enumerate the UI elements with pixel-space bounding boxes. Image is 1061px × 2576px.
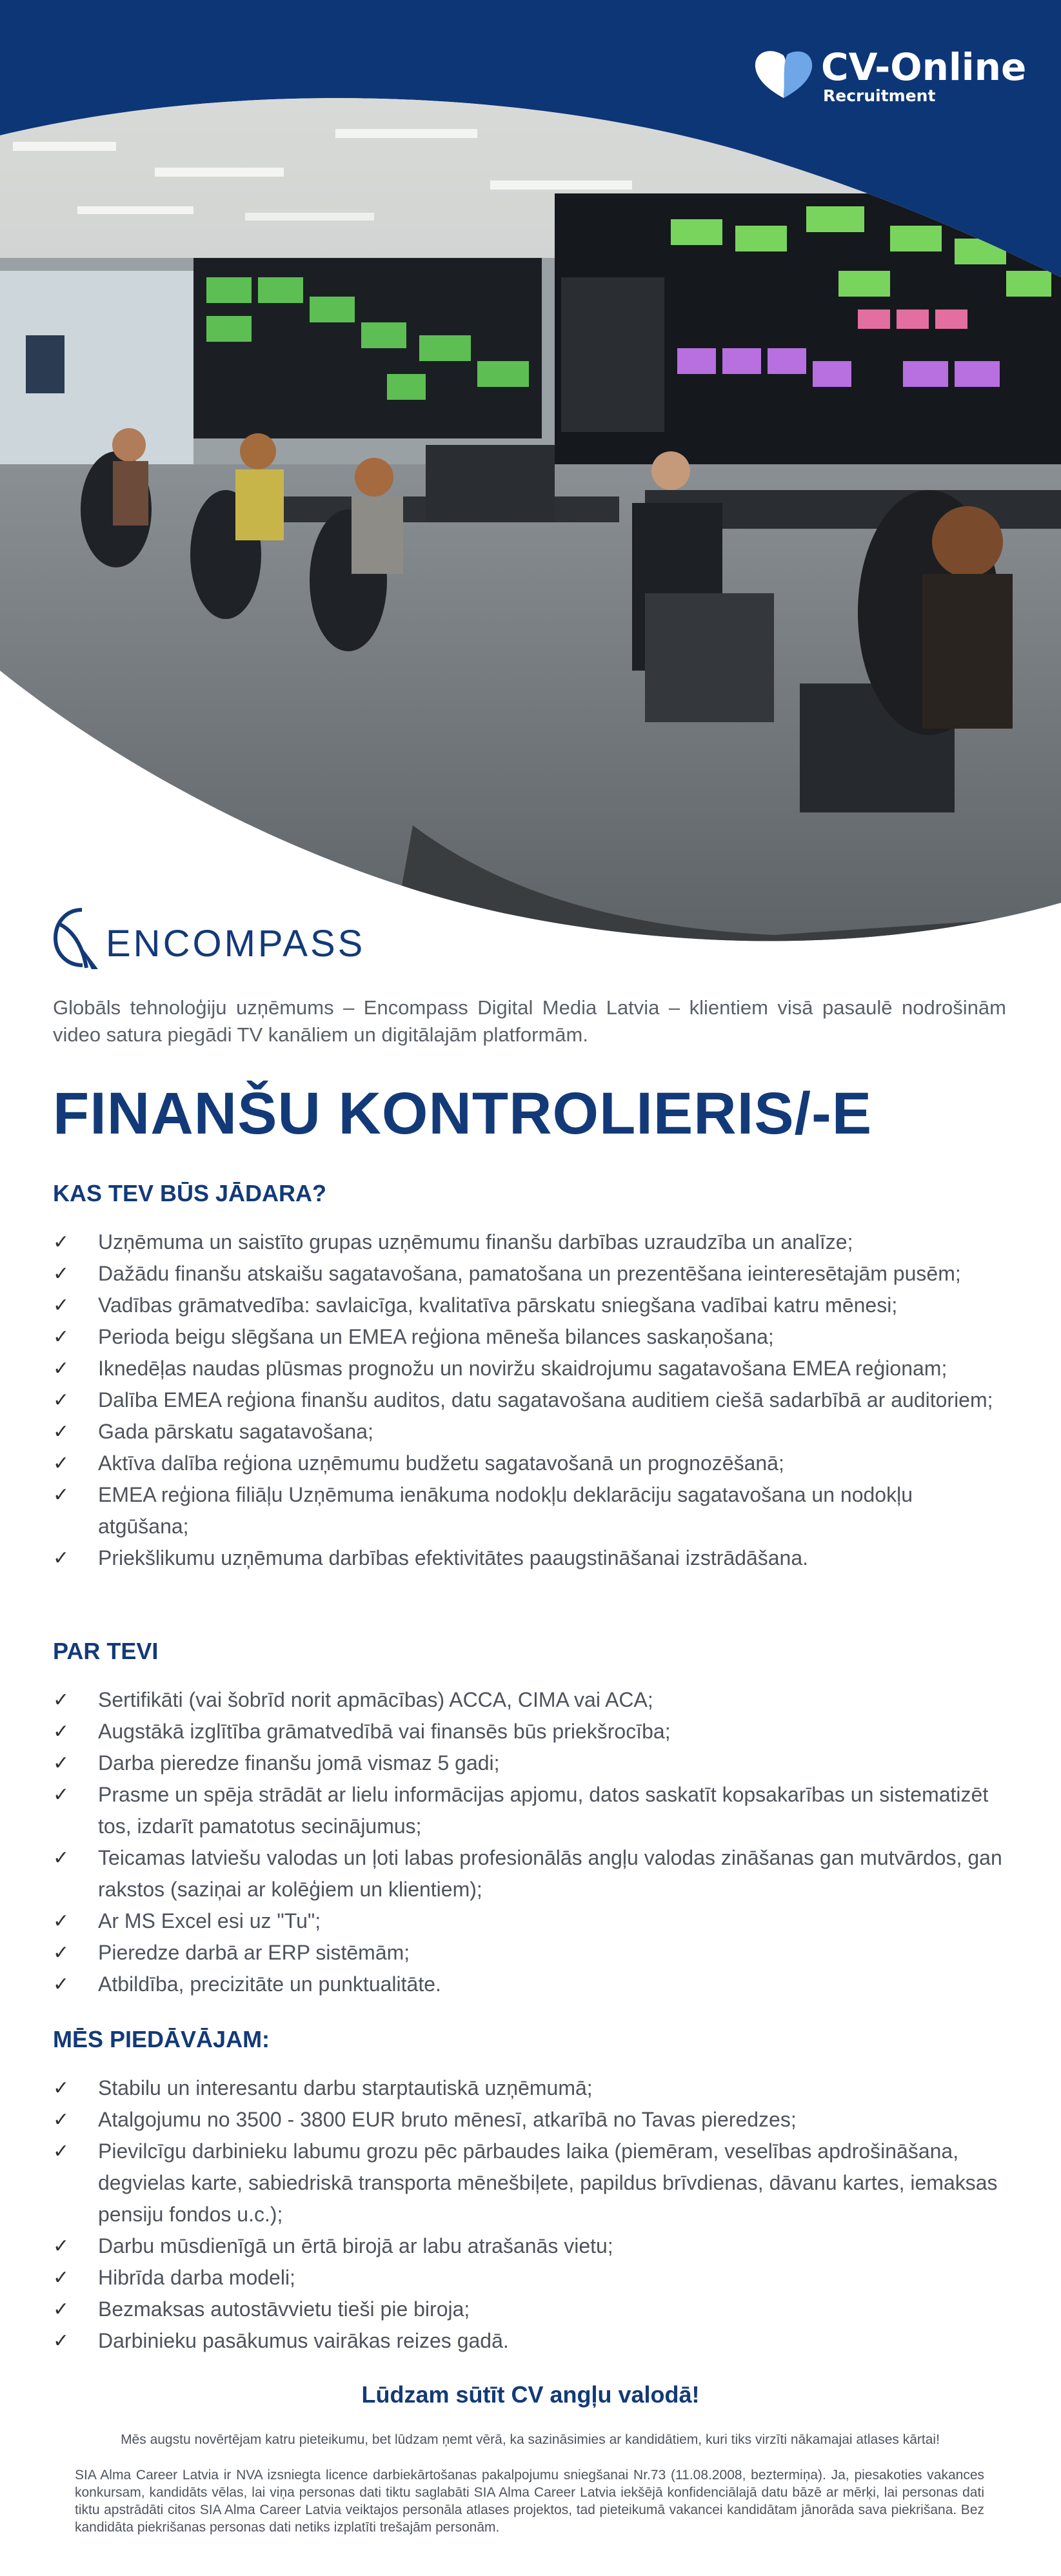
duties-list: [53, 1226, 1007, 1574]
check-icon: ✓: [53, 2109, 70, 2130]
check-icon: ✓: [53, 2267, 70, 2288]
office-photo: [0, 0, 1061, 948]
list-item: ✓ Teicamas latviešu valodas un ļoti labas profesionālās angļu valodas zināšanas gan mutvārdos, gan rakstos (saziņai ar kolēģiem un klientiem);: [53, 1842, 1007, 1905]
encompass-mark-icon: [53, 905, 111, 976]
list-item: ✓ Bezmaksas autostāvvietu tieši pie biroja;: [53, 2294, 1007, 2325]
check-icon: ✓: [53, 2330, 70, 2352]
check-icon: ✓: [53, 1689, 70, 1711]
list-item: ✓ Hibrīda darba modeli;: [53, 2262, 1007, 2294]
list-item: ✓ Darbinieku pasākumus vairākas reizes gadā.: [53, 2325, 1007, 2357]
check-icon: ✓: [53, 1911, 70, 1932]
list-item: ✓ Dažādu finanšu atskaišu sagatavošana, pamatošana un prezentēšana ieinteresētajām pusēm;: [53, 1258, 1007, 1290]
list-item: ✓ Aktīva dalība reģiona uzņēmumu budžetu sagatavošanā un prognozēšanā;: [53, 1448, 1007, 1479]
check-icon: ✓: [53, 1784, 70, 1805]
list-item: ✓ Sertifikāti (vai šobrīd norit apmācības) ACCA, CIMA vai ACA;: [53, 1684, 1007, 1716]
hero-banner: [0, 0, 1061, 948]
list-item: ✓ Stabilu un interesantu darbu starptautiskā uzņēmumā;: [53, 2072, 1007, 2104]
list-item: ✓ Ar MS Excel esi uz "Tu";: [53, 1905, 1007, 1937]
legal-disclaimer: SIA Alma Career Latvia ir NVA izsniegta licence darbiekārtošanas pakalpojumu sniegšanai Nr.73 (11.08.2008, beztermiņa). Ja, piesakoties vakances konkursam, kandidāts vēlas, lai viņa personas dati tiktu saglabāti SIA Alma Career Latvia iekšējā konfidenciālajā datu bāzē ar mērķi, lai personas dati tiktu apstrādāti citos SIA Alma Career Latvia veiktajos personāla atlases projektos, tad pieteikumā vakancei kandidātam jānorāda sava piekrišana. Bez kandidāta piekrišanas personas dati netiks izplatīti trešajām personām.: [75, 2468, 984, 2535]
intro-text: Globāls tehnoloģiju uzņēmums – Encompass Digital Media Latvia – klientiem visā pasaulē nodrošinām video satura piegādi TV kanāliem un digitālajām platformām.: [53, 996, 1006, 1046]
list-item: ✓ Gada pārskatu sagatavošana;: [53, 1416, 1007, 1448]
section-heading-about-you: PAR TEVI: [53, 1638, 159, 1664]
check-icon: ✓: [53, 1548, 70, 1569]
check-icon: ✓: [53, 1421, 70, 1442]
check-icon: ✓: [53, 1974, 70, 1995]
recruiter-subtitle: Recruitment: [823, 86, 936, 105]
list-item: ✓ Pieredze darbā ar ERP sistēmām;: [53, 1937, 1007, 1969]
list-item: ✓ Priekšlikumu uzņēmuma darbības efektivitātes paaugstināšanai izstrādāšana.: [53, 1542, 1007, 1574]
job-title: FINANŠU KONTROLIERIS/-E: [53, 1081, 873, 1146]
list-item: ✓ Prasme un spēja strādāt ar lielu informācijas apjomu, datos saskatīt kopsakarības un sistematizēt tos, izdarīt pamatotus secinājumus;: [53, 1779, 1007, 1842]
list-item: ✓ Iknedēļas naudas plūsmas prognožu un noviržu skaidrojumu sagatavošana EMEA reģionam;: [53, 1353, 1007, 1384]
check-icon: ✓: [53, 2078, 70, 2099]
cv-online-logo: [751, 44, 1026, 108]
list-item: ✓ Pievilcīgu darbinieku labumu grozu pēc pārbaudes laika (piemēram, veselības apdrošināšana, degvielas karte, sabiedriskā transporta mēnešbiļete, papildus brīvdienas, dāvanu kartes, iemaksas pensiju fondos u.c.);: [53, 2136, 1007, 2230]
check-icon: ✓: [53, 1263, 70, 1284]
section-heading-duties: KAS TEV BŪS JĀDARA?: [53, 1180, 327, 1206]
list-item: ✓ Vadības grāmatvedība: savlaicīga, kvalitatīva pārskatu sniegšana vadībai katru mēnesi;: [53, 1290, 1007, 1321]
check-icon: ✓: [53, 1484, 70, 1506]
check-icon: ✓: [53, 1453, 70, 1474]
list-item: ✓ Dalība EMEA reģiona finanšu auditos, datu sagatavošana auditiem ciešā sadarbībā ar auditoriem;: [53, 1384, 1007, 1416]
section-heading-we-offer: MĒS PIEDĀVĀJAM:: [53, 2026, 270, 2052]
recruiter-name: CV-Online: [821, 45, 1027, 89]
requirements-list: [53, 1684, 1007, 2000]
check-icon: ✓: [53, 1753, 70, 1774]
list-item: ✓ EMEA reģiona filiāļu Uzņēmuma ienākuma nodokļu deklarāciju sagatavošana un nodokļu atgūšana;: [53, 1479, 1007, 1542]
check-icon: ✓: [53, 2299, 70, 2320]
check-icon: ✓: [53, 1942, 70, 1963]
list-item: ✓ Darba pieredze finanšu jomā vismaz 5 gadi;: [53, 1747, 1007, 1779]
encompass-logo: [53, 905, 365, 976]
list-item: ✓ Augstākā izglītība grāmatvedībā vai finansēs būs priekšrocība;: [53, 1716, 1007, 1747]
list-item: ✓ Atalgojumu no 3500 - 3800 EUR bruto mēnesī, atkarībā no Tavas pieredzes;: [53, 2104, 1007, 2136]
check-icon: ✓: [53, 2141, 70, 2162]
employer-name: ENCOMPASS: [106, 922, 366, 965]
cv-online-mark-icon: [751, 44, 816, 108]
list-item: ✓ Perioda beigu slēgšana un EMEA reģiona mēneša bilances saskaņošana;: [53, 1321, 1007, 1353]
check-icon: ✓: [53, 1295, 70, 1316]
check-icon: ✓: [53, 1358, 70, 1379]
check-icon: ✓: [53, 1326, 70, 1348]
benefits-list: [53, 2072, 1007, 2357]
list-item: ✓ Atbildība, precizitāte un punktualitāte.: [53, 1969, 1007, 2000]
check-icon: ✓: [53, 2236, 70, 2257]
call-to-action: Lūdzam sūtīt CV angļu valodā!: [361, 2381, 700, 2408]
list-item: ✓ Darbu mūsdienīgā un ērtā birojā ar labu atrašanās vietu;: [53, 2230, 1007, 2262]
selection-note: Mēs augstu novērtējam katru pieteikumu, bet lūdzam ņemt vērā, ka sazināsimies ar kandidātiem, kuri tiks virzīti nākamajai atlases kārtai!: [121, 2432, 940, 2447]
list-item: ✓ Uzņēmuma un saistīto grupas uzņēmumu finanšu darbības uzraudzība un analīze;: [53, 1226, 1007, 1258]
check-icon: ✓: [53, 1232, 70, 1253]
check-icon: ✓: [53, 1390, 70, 1411]
check-icon: ✓: [53, 1847, 70, 1869]
check-icon: ✓: [53, 1721, 70, 1742]
